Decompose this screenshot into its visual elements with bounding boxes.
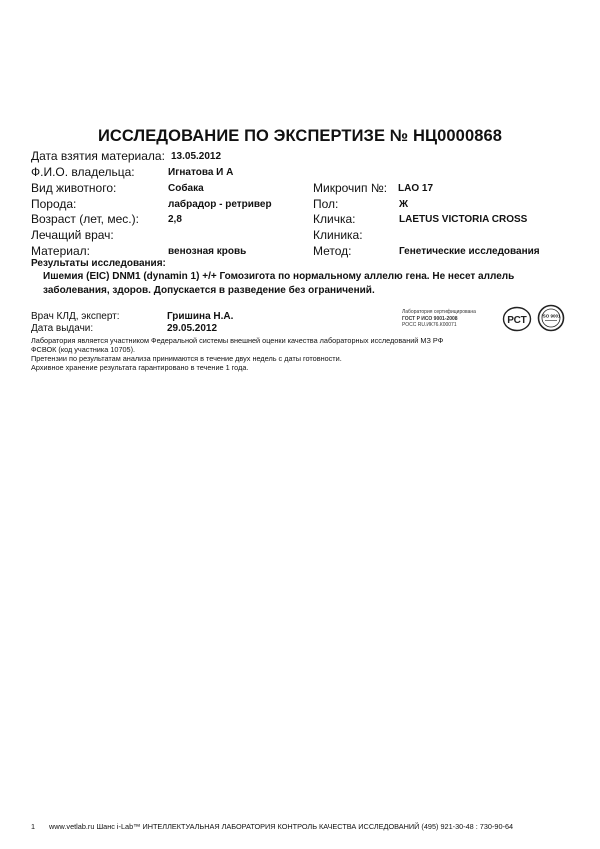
species-value: Собака [168,183,204,194]
material-label: Материал: [31,244,90,258]
breed-label: Порода: [31,197,77,211]
sample-date-label: Дата взятия материала: [31,149,165,163]
note-line-2: ФСВОК (код участника 10705). [31,345,136,354]
note-line-1: Лаборатория является участником Федеральной системы внешней оценки качества лабораторных исследований МЗ РФ [31,336,444,345]
sex-value: Ж [399,199,409,210]
results-line-1: Ишемия (EIC) DNM1 (dynamin 1) +/+ Гомозигота по нормальному аллелю гена. Не несет аллель [43,271,515,282]
page-number: 1 [31,822,36,831]
expert-value: Гришина Н.А. [167,311,234,322]
note-line-3: Претензии по результатам анализа принимаются в течение двух недель с даты готовности. [31,354,342,363]
iso-mark: ISO 9001 [541,313,561,319]
iso-certification-logo [537,304,565,332]
age-value: 2,8 [168,214,182,225]
method-value: Генетические исследования [399,246,540,257]
rst-certification-logo [502,306,532,332]
footer-text: www.vetlab.ru Шанс i-Lab™ ИНТЕЛЛЕКТУАЛЬНАЯ ЛАБОРАТОРИЯ КОНТРОЛЬ КАЧЕСТВА ИССЛЕДОВАНИЙ (495) 921-30-48 : 730-90-64 [49,822,514,831]
sex-label: Пол: [313,197,339,211]
nickname-label: Кличка: [313,212,356,226]
clinic-label: Клиника: [313,228,363,242]
breed-value: лабрадор - ретривер [168,199,272,210]
microchip-label: Микрочип №: [313,181,388,195]
note-line-4: Архивное хранение результата гарантировано в течение 1 года. [31,363,249,372]
issue-date-label: Дата выдачи: [31,323,94,334]
document-title: ИССЛЕДОВАНИЕ ПО ЭКСПЕРТИЗЕ № НЦ0000868 [97,127,503,145]
certification-text [402,309,476,329]
cert-line-3: РОСС RU.ИК76.К00071 [402,322,457,328]
material-value: венозная кровь [168,246,247,257]
results-heading: Результаты исследования: [31,258,166,269]
vet-label: Лечащий врач: [31,228,114,242]
issue-date-value: 29.05.2012 [167,323,218,334]
cert-line-2: ГОСТ Р ИСО 9001-2008 [402,315,458,322]
owner-value: Игнатова И А [168,167,234,178]
species-label: Вид животного: [31,181,117,195]
microchip-value: LAO 17 [398,183,434,194]
sample-date-value: 13.05.2012 [171,151,222,162]
results-line-2: заболевания, здоров. Допускается в разведение без ограничений. [43,285,375,296]
method-label: Метод: [313,244,352,258]
nickname-value: LAETUS VICTORIA CROSS [399,214,528,225]
age-label: Возраст (лет, мес.): [31,212,139,226]
rst-mark: РСТ [507,315,527,326]
owner-label: Ф.И.О. владельца: [31,165,135,179]
cert-line-1: Лаборатория сертифицирована [402,309,476,315]
expert-label: Врач КЛД, эксперт: [31,311,120,322]
